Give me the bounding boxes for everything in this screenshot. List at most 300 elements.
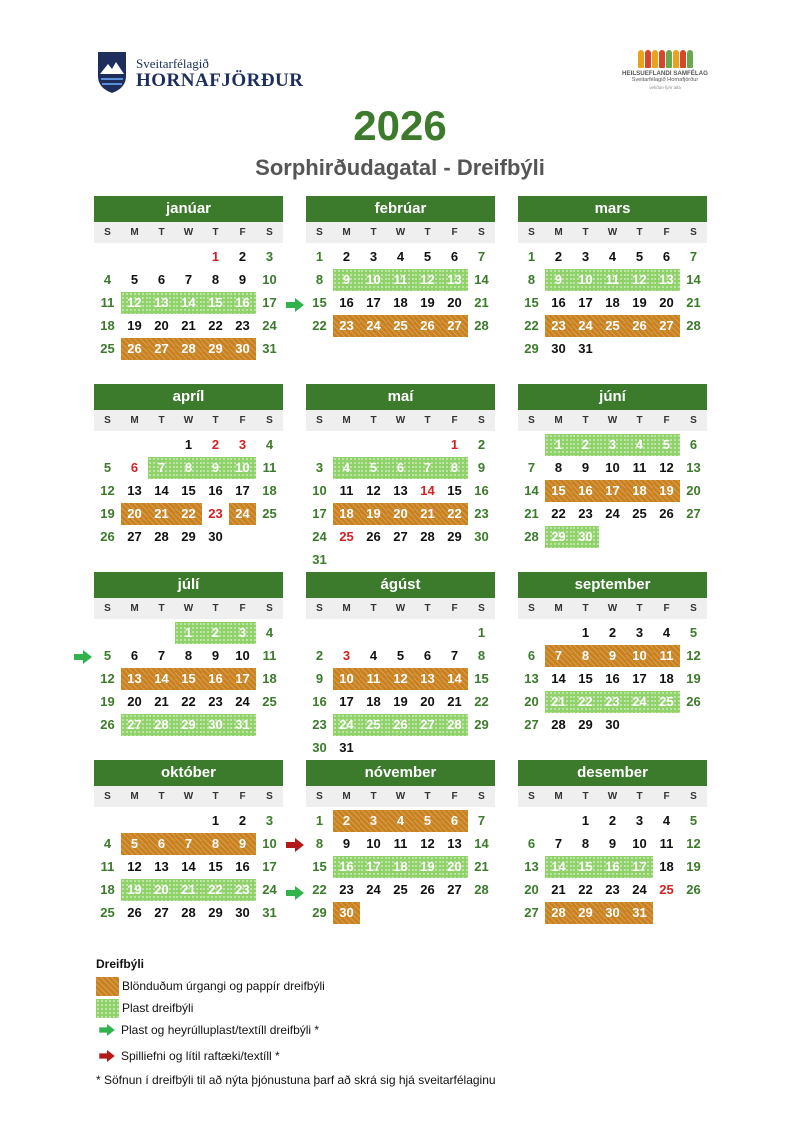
weekday-label: S xyxy=(266,791,273,802)
day-cell: 16 xyxy=(333,856,360,878)
day-cell: 22 xyxy=(578,882,593,897)
day-cell: 21 xyxy=(181,318,196,333)
empty-day xyxy=(175,246,202,268)
day-cell: 6 xyxy=(130,460,139,475)
day-cell: 15 xyxy=(524,295,539,310)
day-cell: 9 xyxy=(581,460,590,475)
day-cell: 19 xyxy=(414,856,441,878)
day-cell: 27 xyxy=(127,529,142,544)
day-cell: 29 xyxy=(202,338,229,360)
orange-swatch xyxy=(96,977,119,996)
day-cell: 11 xyxy=(653,645,680,667)
day-cell: 29 xyxy=(175,714,202,736)
day-cell: 19 xyxy=(121,879,148,901)
weekday-label: S xyxy=(266,227,273,238)
weekday-label: M xyxy=(130,227,139,238)
day-cell: 3 xyxy=(369,249,378,264)
weekday-label: T xyxy=(212,791,219,802)
day-cell: 6 xyxy=(423,648,432,663)
day-cell: 4 xyxy=(608,249,617,264)
day-cell: 10 xyxy=(312,483,327,498)
empty-day xyxy=(148,622,175,644)
day-cell: 1 xyxy=(477,625,486,640)
day-cell: 22 xyxy=(208,318,223,333)
day-cell: 26 xyxy=(626,315,653,337)
day-cell: 7 xyxy=(184,272,193,287)
weekday-label: W xyxy=(183,791,194,802)
weekday-label: S xyxy=(690,415,697,426)
weekday-label: T xyxy=(636,227,643,238)
day-cell: 22 xyxy=(202,879,229,901)
day-cell: 10 xyxy=(626,645,653,667)
day-cell: 2 xyxy=(572,434,599,456)
weekday-label: F xyxy=(239,415,246,426)
weekday-label: M xyxy=(130,791,139,802)
day-cell: 30 xyxy=(208,529,223,544)
weekday-header xyxy=(306,598,495,619)
day-cell: 11 xyxy=(262,648,277,663)
weekday-label: S xyxy=(690,227,697,238)
day-cell: 26 xyxy=(127,905,142,920)
day-cell: 31 xyxy=(578,341,593,356)
day-cell: 15 xyxy=(181,483,196,498)
weekday-header xyxy=(518,786,707,807)
day-cell: 18 xyxy=(262,671,277,686)
day-cell: 11 xyxy=(100,295,115,310)
weekday-label: S xyxy=(690,791,697,802)
weekday-label: F xyxy=(451,791,458,802)
month-2 xyxy=(518,196,707,361)
weekday-label: T xyxy=(636,603,643,614)
weekday-label: W xyxy=(395,415,406,426)
day-cell: 24 xyxy=(235,694,250,709)
weekday-label: S xyxy=(478,227,485,238)
green-arrow-icon xyxy=(74,650,92,664)
legend-item-hazardous xyxy=(96,1045,696,1067)
day-cell: 8 xyxy=(184,648,193,663)
day-cell: 25 xyxy=(599,315,626,337)
day-cell: 26 xyxy=(414,315,441,337)
day-cell: 18 xyxy=(366,694,381,709)
day-cell: 11 xyxy=(100,859,115,874)
day-cell: 26 xyxy=(100,717,115,732)
day-cell: 27 xyxy=(653,315,680,337)
weekday-label: W xyxy=(607,227,618,238)
month-7 xyxy=(306,572,495,760)
day-cell: 6 xyxy=(662,249,671,264)
month-0 xyxy=(94,196,283,361)
day-cell: 16 xyxy=(339,295,354,310)
month-name: febrúar xyxy=(306,196,495,222)
day-cell: 22 xyxy=(551,506,566,521)
day-cell: 20 xyxy=(148,879,175,901)
day-cell: 29 xyxy=(524,341,539,356)
day-cell: 23 xyxy=(474,506,489,521)
day-cell: 10 xyxy=(632,836,647,851)
weekday-label: S xyxy=(528,603,535,614)
green-swatch xyxy=(96,999,119,1018)
day-grid xyxy=(518,246,707,361)
day-cell: 17 xyxy=(229,668,256,690)
day-cell: 13 xyxy=(121,668,148,690)
day-cell: 12 xyxy=(686,648,701,663)
day-cell: 2 xyxy=(238,813,247,828)
day-cell: 7 xyxy=(554,836,563,851)
day-cell: 19 xyxy=(420,295,435,310)
month-9 xyxy=(94,760,283,925)
day-cell: 12 xyxy=(414,269,441,291)
day-cell: 22 xyxy=(181,694,196,709)
day-cell: 8 xyxy=(202,833,229,855)
calendar-subtitle: Sorphirðudagatal - Dreifbýli xyxy=(255,155,545,180)
day-cell: 3 xyxy=(315,460,324,475)
weekday-header xyxy=(518,598,707,619)
day-cell: 2 xyxy=(342,249,351,264)
day-cell: 27 xyxy=(154,905,169,920)
weekday-header xyxy=(94,410,283,431)
day-cell: 8 xyxy=(441,457,468,479)
weekday-label: S xyxy=(266,415,273,426)
day-cell: 12 xyxy=(121,292,148,314)
day-cell: 9 xyxy=(608,836,617,851)
day-cell: 8 xyxy=(581,836,590,851)
empty-day xyxy=(121,246,148,268)
weekday-label: F xyxy=(239,603,246,614)
day-cell: 4 xyxy=(369,648,378,663)
day-cell: 25 xyxy=(262,506,277,521)
weekday-label: M xyxy=(554,415,563,426)
day-cell: 4 xyxy=(265,437,274,452)
day-cell: 23 xyxy=(605,882,620,897)
day-cell: 12 xyxy=(366,483,381,498)
day-cell: 7 xyxy=(527,460,536,475)
day-cell: 4 xyxy=(626,434,653,456)
day-cell: 21 xyxy=(524,506,539,521)
weekday-label: S xyxy=(528,791,535,802)
day-cell: 31 xyxy=(262,341,277,356)
weekday-label: M xyxy=(342,791,351,802)
day-grid xyxy=(518,810,707,925)
day-cell: 14 xyxy=(441,668,468,690)
day-cell: 3 xyxy=(238,437,247,452)
day-cell: 25 xyxy=(339,529,354,544)
day-cell: 13 xyxy=(148,292,175,314)
day-cell: 18 xyxy=(393,295,408,310)
weekday-label: W xyxy=(395,791,406,802)
day-cell: 11 xyxy=(387,269,414,291)
day-cell: 31 xyxy=(262,905,277,920)
day-cell: 12 xyxy=(127,859,142,874)
day-cell: 23 xyxy=(235,318,250,333)
empty-day xyxy=(121,810,148,832)
day-cell: 10 xyxy=(360,269,387,291)
day-cell: 30 xyxy=(333,902,360,924)
weekday-label: W xyxy=(395,603,406,614)
day-cell: 12 xyxy=(100,483,115,498)
day-cell: 29 xyxy=(447,529,462,544)
weekday-label: S xyxy=(266,603,273,614)
weekday-label: F xyxy=(239,791,246,802)
day-cell: 21 xyxy=(154,694,169,709)
day-grid xyxy=(306,434,495,572)
day-cell: 19 xyxy=(360,503,387,525)
day-cell: 25 xyxy=(100,905,115,920)
day-cell: 1 xyxy=(315,813,324,828)
day-cell: 1 xyxy=(184,437,193,452)
day-cell: 18 xyxy=(605,295,620,310)
day-cell: 11 xyxy=(659,836,674,851)
day-cell: 16 xyxy=(572,480,599,502)
weekday-label: F xyxy=(451,415,458,426)
day-cell: 6 xyxy=(148,833,175,855)
day-cell: 29 xyxy=(181,529,196,544)
empty-day xyxy=(414,622,441,644)
day-cell: 14 xyxy=(686,272,701,287)
day-cell: 24 xyxy=(262,882,277,897)
day-cell: 10 xyxy=(605,460,620,475)
legend-label: Plast dreifbýli xyxy=(122,1001,194,1015)
day-cell: 27 xyxy=(121,714,148,736)
weekday-label: T xyxy=(158,791,165,802)
weekday-label: W xyxy=(607,415,618,426)
day-cell: 27 xyxy=(524,905,539,920)
day-cell: 29 xyxy=(572,902,599,924)
day-cell: 30 xyxy=(235,905,250,920)
day-cell: 24 xyxy=(572,315,599,337)
day-grid xyxy=(94,810,283,925)
logo-small-text: Sveitarfélagið xyxy=(136,56,209,71)
day-cell: 6 xyxy=(450,249,459,264)
day-cell: 2 xyxy=(211,437,220,452)
day-cell: 22 xyxy=(524,318,539,333)
day-cell: 23 xyxy=(599,691,626,713)
day-cell: 21 xyxy=(148,503,175,525)
empty-day xyxy=(333,622,360,644)
day-cell: 13 xyxy=(154,859,169,874)
day-cell: 21 xyxy=(474,295,489,310)
day-cell: 10 xyxy=(572,269,599,291)
day-cell: 26 xyxy=(100,529,115,544)
day-cell: 4 xyxy=(265,625,274,640)
empty-day xyxy=(545,810,572,832)
day-cell: 11 xyxy=(360,668,387,690)
day-cell: 21 xyxy=(545,691,572,713)
day-cell: 21 xyxy=(551,882,566,897)
day-cell: 13 xyxy=(524,671,539,686)
empty-day xyxy=(306,622,333,644)
day-cell: 5 xyxy=(414,810,441,832)
day-cell: 2 xyxy=(554,249,563,264)
day-cell: 23 xyxy=(333,315,360,337)
day-cell: 19 xyxy=(100,694,115,709)
day-cell: 10 xyxy=(333,668,360,690)
day-cell: 20 xyxy=(524,882,539,897)
month-11 xyxy=(518,760,707,925)
weekday-label: T xyxy=(212,227,219,238)
day-cell: 19 xyxy=(686,859,701,874)
day-cell: 31 xyxy=(626,902,653,924)
day-cell: 15 xyxy=(474,671,489,686)
day-cell: 11 xyxy=(393,836,408,851)
day-cell: 1 xyxy=(545,434,572,456)
day-cell: 20 xyxy=(154,318,169,333)
day-cell: 10 xyxy=(262,836,277,851)
day-cell: 7 xyxy=(175,833,202,855)
day-cell: 5 xyxy=(360,457,387,479)
day-cell: 6 xyxy=(527,648,536,663)
day-cell: 3 xyxy=(599,434,626,456)
day-cell: 23 xyxy=(578,506,593,521)
day-cell: 3 xyxy=(635,813,644,828)
day-cell: 22 xyxy=(441,503,468,525)
day-cell: 14 xyxy=(154,483,169,498)
day-cell: 25 xyxy=(393,882,408,897)
weekday-label: S xyxy=(478,415,485,426)
day-cell: 4 xyxy=(662,813,671,828)
day-cell: 2 xyxy=(238,249,247,264)
day-cell: 24 xyxy=(605,506,620,521)
red-arrow-icon xyxy=(99,1050,115,1062)
day-cell: 3 xyxy=(229,622,256,644)
day-cell: 22 xyxy=(474,694,489,709)
empty-day xyxy=(333,434,360,456)
day-cell: 6 xyxy=(441,810,468,832)
month-name: september xyxy=(518,572,707,598)
legend-item-plastic xyxy=(96,997,696,1019)
day-cell: 25 xyxy=(659,882,674,897)
day-cell: 10 xyxy=(262,272,277,287)
day-cell: 7 xyxy=(414,457,441,479)
day-cell: 16 xyxy=(229,292,256,314)
day-cell: 6 xyxy=(387,457,414,479)
day-cell: 19 xyxy=(100,506,115,521)
day-cell: 17 xyxy=(578,295,593,310)
day-cell: 23 xyxy=(312,717,327,732)
day-cell: 1 xyxy=(581,813,590,828)
day-cell: 15 xyxy=(312,295,327,310)
day-cell: 7 xyxy=(157,648,166,663)
day-cell: 9 xyxy=(333,269,360,291)
day-cell: 19 xyxy=(127,318,142,333)
day-cell: 15 xyxy=(202,292,229,314)
day-cell: 21 xyxy=(447,694,462,709)
day-grid xyxy=(306,246,495,338)
empty-day xyxy=(94,434,121,456)
year-title: 2026 xyxy=(353,102,447,149)
red-arrow-icon xyxy=(286,838,304,852)
day-cell: 16 xyxy=(208,483,223,498)
day-cell: 13 xyxy=(524,859,539,874)
day-cell: 4 xyxy=(662,625,671,640)
day-cell: 13 xyxy=(414,668,441,690)
day-cell: 7 xyxy=(477,249,486,264)
month-name: maí xyxy=(306,384,495,410)
day-cell: 13 xyxy=(653,269,680,291)
weekday-label: M xyxy=(130,603,139,614)
day-cell: 29 xyxy=(545,526,572,548)
day-cell: 15 xyxy=(312,859,327,874)
weekday-label: S xyxy=(316,791,323,802)
day-cell: 26 xyxy=(420,882,435,897)
day-cell: 18 xyxy=(387,856,414,878)
day-cell: 13 xyxy=(441,269,468,291)
empty-day xyxy=(518,622,545,644)
month-name: júlí xyxy=(94,572,283,598)
day-cell: 4 xyxy=(387,810,414,832)
day-cell: 14 xyxy=(181,859,196,874)
day-cell: 5 xyxy=(423,249,432,264)
weekday-label: W xyxy=(183,603,194,614)
weekday-label: S xyxy=(478,603,485,614)
day-cell: 13 xyxy=(447,836,462,851)
day-cell: 3 xyxy=(342,648,351,663)
day-cell: 18 xyxy=(262,483,277,498)
day-cell: 11 xyxy=(632,460,647,475)
day-grid xyxy=(306,810,495,925)
day-cell: 24 xyxy=(626,691,653,713)
empty-day xyxy=(360,434,387,456)
day-cell: 9 xyxy=(477,460,486,475)
day-cell: 16 xyxy=(202,668,229,690)
day-cell: 28 xyxy=(175,338,202,360)
day-grid xyxy=(306,622,495,760)
day-cell: 20 xyxy=(447,295,462,310)
weekday-label: T xyxy=(582,603,589,614)
day-cell: 5 xyxy=(396,648,405,663)
day-cell: 26 xyxy=(686,694,701,709)
weekday-label: T xyxy=(370,603,377,614)
weekday-label: S xyxy=(690,603,697,614)
day-cell: 19 xyxy=(686,671,701,686)
day-cell: 20 xyxy=(524,694,539,709)
weekday-label: W xyxy=(607,791,618,802)
day-grid xyxy=(518,622,707,737)
day-cell: 27 xyxy=(148,338,175,360)
day-cell: 20 xyxy=(387,503,414,525)
day-cell: 17 xyxy=(366,295,381,310)
day-cell: 27 xyxy=(441,315,468,337)
day-grid xyxy=(94,622,283,737)
month-name: apríl xyxy=(94,384,283,410)
day-cell: 11 xyxy=(599,269,626,291)
empty-day xyxy=(94,246,121,268)
day-cell: 9 xyxy=(211,648,220,663)
weekday-header xyxy=(306,410,495,431)
empty-day xyxy=(94,622,121,644)
weekday-label: S xyxy=(316,227,323,238)
day-cell: 9 xyxy=(229,833,256,855)
day-cell: 5 xyxy=(130,272,139,287)
day-cell: 22 xyxy=(572,691,599,713)
day-cell: 25 xyxy=(360,714,387,736)
day-cell: 30 xyxy=(229,338,256,360)
day-cell: 4 xyxy=(103,836,112,851)
logo-big-text: HORNAFJÖRÐUR xyxy=(136,70,304,91)
day-cell: 18 xyxy=(100,318,115,333)
day-cell: 12 xyxy=(100,671,115,686)
day-cell: 2 xyxy=(333,810,360,832)
weekday-header xyxy=(306,222,495,243)
day-cell: 22 xyxy=(175,503,202,525)
day-cell: 31 xyxy=(312,552,327,567)
day-cell: 9 xyxy=(315,671,324,686)
day-cell: 14 xyxy=(175,292,202,314)
day-cell: 17 xyxy=(599,480,626,502)
day-cell: 8 xyxy=(527,272,536,287)
empty-day xyxy=(306,434,333,456)
day-cell: 1 xyxy=(211,249,220,264)
day-cell: 5 xyxy=(689,813,698,828)
